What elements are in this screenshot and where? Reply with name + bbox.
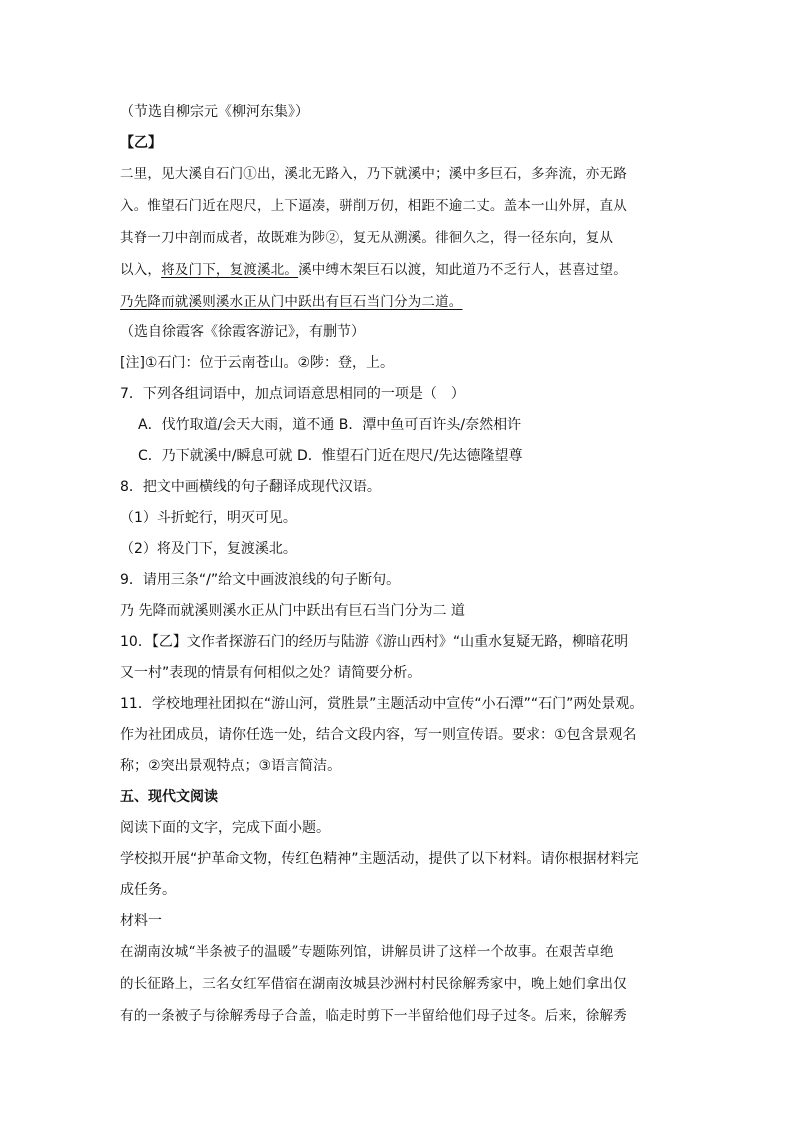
question-10: 10．【乙】文作者探游石门的经历与陆游《游山西村》“山重水复疑无路，柳暗花明 [120,634,629,650]
passage-text: 溪中缚木架巨石以渡，知此道乃不乏行人，甚喜过望。 [298,262,627,278]
passage-line [120,260,627,280]
question-8-item-2: （2）将及门下，复渡溪北。 [120,541,297,557]
underlined-sentence: 将及门下，复渡溪北。 [161,262,299,278]
question-9: 9．请用三条“/”给文中画波浪线的句子断句。 [120,572,401,588]
question-11: 11．学校地理社团拟在“游山河，赏胜景”主题活动中宣传“小石潭”“石门”两处景观。 [120,696,644,712]
section-5-heading: 五、现代文阅读 [120,789,218,805]
question-8: 8．把文中画横线的句子翻译成现代汉语。 [120,479,381,495]
source-note-xu: （选自徐霞客《徐霞客游记》，有删节） [120,324,365,340]
activity-intro: 学校拟开展“护革命文物，传红色精神”主题活动，提供了以下材料。请你根据材料完 [120,851,639,867]
section-yi-heading: 【乙】 [120,135,162,151]
wavy-line-sentence: 乃先降而就溪则溪水正从门中跃出有巨石当门分为二道。 [120,294,463,310]
material-line: 有的一条被子与徐解秀母子合盖，临走时剪下一半留给他们母子过冬。后来，徐解秀 [120,1008,627,1024]
question-10-cont: 又一村”表现的情景有何相似之处？请简要分析。 [120,665,422,681]
question-9-sentence: 乃 先降而就溪则溪水正从门中跃出有巨石当门分为二 道 [120,603,465,619]
annotation-note: [注]①石门：位于云南苍山。②陟：登，上。 [120,355,395,371]
question-8-item-1: （1）斗折蛇行，明灭可见。 [120,510,297,526]
material-1-heading: 材料一 [120,913,162,929]
question-7: 7．下列各组词语中，加点词语意思相同的一项是（ ） [120,386,465,402]
question-7-options-cd: C．乃下就溪中/瞬息可就 D．惟望石门近在咫尺/先达德隆望尊 [138,448,523,464]
reading-instruction: 阅读下面的文字，完成下面小题。 [120,820,330,836]
material-line: 的长征路上，三名女红军借宿在湖南汝城县沙洲村村民徐解秀家中，晚上她们拿出仅 [120,976,627,992]
source-note-liu: （节选自柳宗元《柳河东集》） [120,104,309,120]
material-line: 在湖南汝城“半条被子的温暖”专题陈列馆，讲解员讲了这样一个故事。在艰苦卓绝 [120,944,614,960]
passage-line: 二里，见大溪自石门①出，溪北无路入，乃下就溪中；溪中多巨石，多奔流，亦无路 [120,166,627,182]
question-7-options-ab: A．伐竹取道/会天大雨，道不通 B．潭中鱼可百许头/奈然相许 [138,417,522,433]
passage-line: 入。惟望石门近在咫尺，上下逼凑，骈削万仞，相距不逾二丈。盖本一山外屏，直从 [120,198,627,214]
passage-line: 其脊一刀中剖而成者，故既难为陟②，复无从溯溪。徘徊久之，得一径东向，复从 [120,230,614,246]
question-11-cont: 称；②突出景观特点；③语言简洁。 [120,758,342,774]
activity-intro-cont: 成任务。 [120,882,176,898]
passage-text: 以入， [120,262,162,278]
question-11-cont: 作为社团成员，请你任选一处，结合文段内容，写一则宣传语。要求：①包含景观名 [120,727,637,743]
